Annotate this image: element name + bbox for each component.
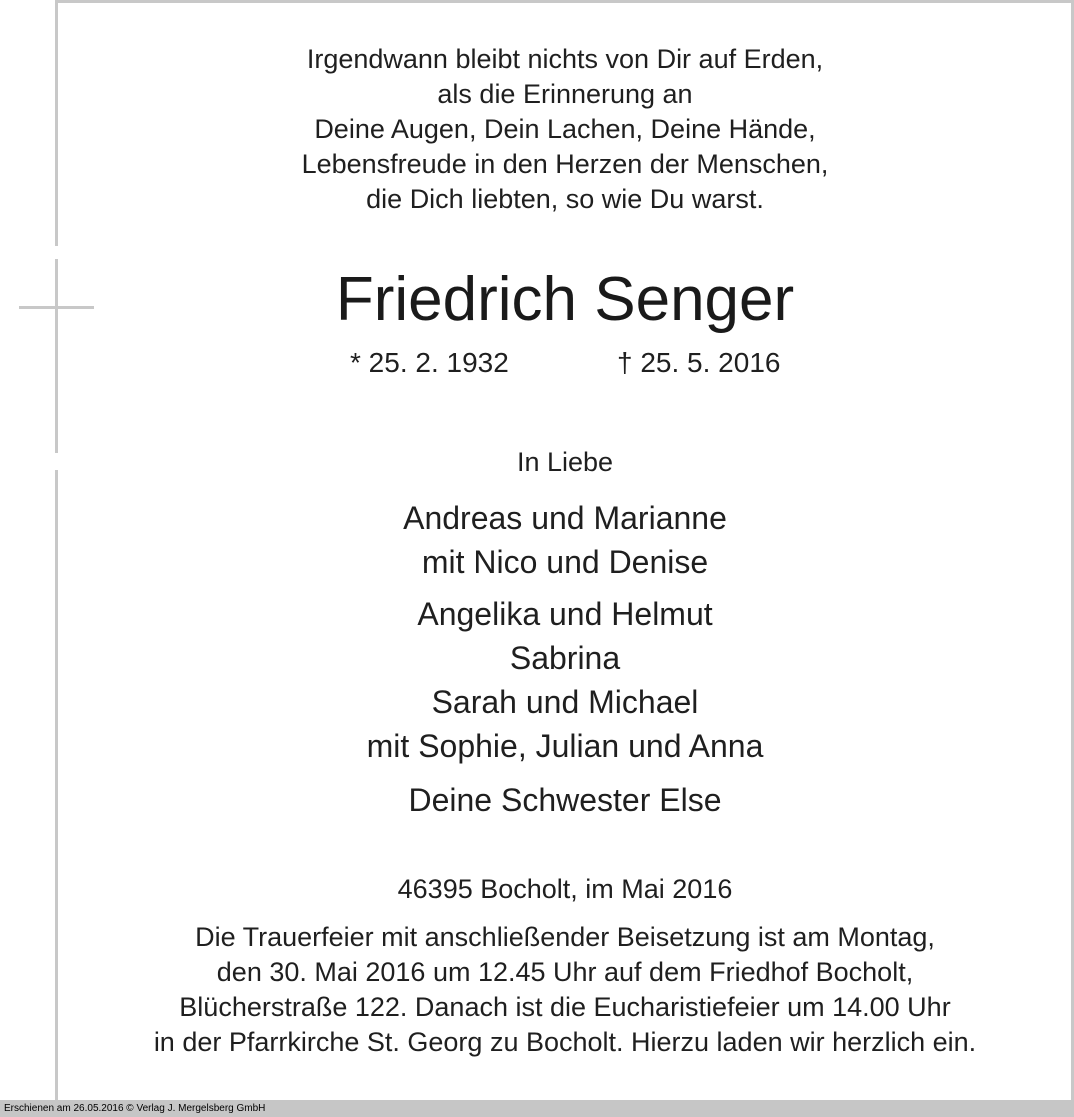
mourner-line: Sarah und Michael [431, 684, 699, 720]
mourner-line: Andreas und Marianne [403, 500, 727, 536]
mourner-line: Sabrina [509, 640, 621, 676]
poem-line: Deine Augen, Dein Lachen, Deine Hände, [314, 114, 816, 144]
service-line: Blücherstraße 122. Danach ist die Eucharistiefeier um 14.00 Uhr [179, 992, 951, 1022]
place-date: 46395 Bocholt, im Mai 2016 [397, 874, 733, 904]
mourner-line: Angelika und Helmut [417, 596, 713, 632]
service-info [60, 920, 1070, 1060]
mourner-line: mit Nico und Denise [421, 544, 709, 580]
mourner-group [60, 496, 1070, 584]
poem [60, 42, 1070, 217]
poem-line: Lebensfreude in den Herzen der Menschen, [301, 149, 829, 179]
service-line: Die Trauerfeier mit anschließender Beisetzung ist am Montag, [195, 922, 935, 952]
publication-footer: Erschienen am 26.05.2016 © Verlag J. Mergelsberg GmbH [0, 1100, 1074, 1117]
death-date: † 25. 5. 2016 [617, 347, 781, 378]
mourner-group [60, 592, 1070, 768]
frame-top-line [55, 0, 1074, 3]
mourners-intro: In Liebe [516, 447, 614, 477]
mourner-group [60, 778, 1070, 822]
deceased-name: Friedrich Senger [335, 265, 795, 334]
poem-line: Irgendwann bleibt nichts von Dir auf Erden, [306, 44, 824, 74]
service-line: den 30. Mai 2016 um 12.45 Uhr auf dem Friedhof Bocholt, [216, 957, 914, 987]
mourner-line: Deine Schwester Else [408, 782, 722, 818]
poem-line: als die Erinnerung an [437, 79, 693, 109]
poem-line: die Dich liebten, so wie Du warst. [366, 184, 764, 214]
frame-left-line-lower [55, 470, 58, 1100]
cross-icon-vertical [55, 259, 58, 453]
frame-left-line-upper [55, 0, 58, 246]
service-line: in der Pfarrkirche St. Georg zu Bocholt. Hierzu laden wir herzlich ein. [153, 1027, 977, 1057]
mourner-line: mit Sophie, Julian und Anna [366, 728, 764, 764]
birth-date: * 25. 2. 1932 [350, 347, 509, 378]
